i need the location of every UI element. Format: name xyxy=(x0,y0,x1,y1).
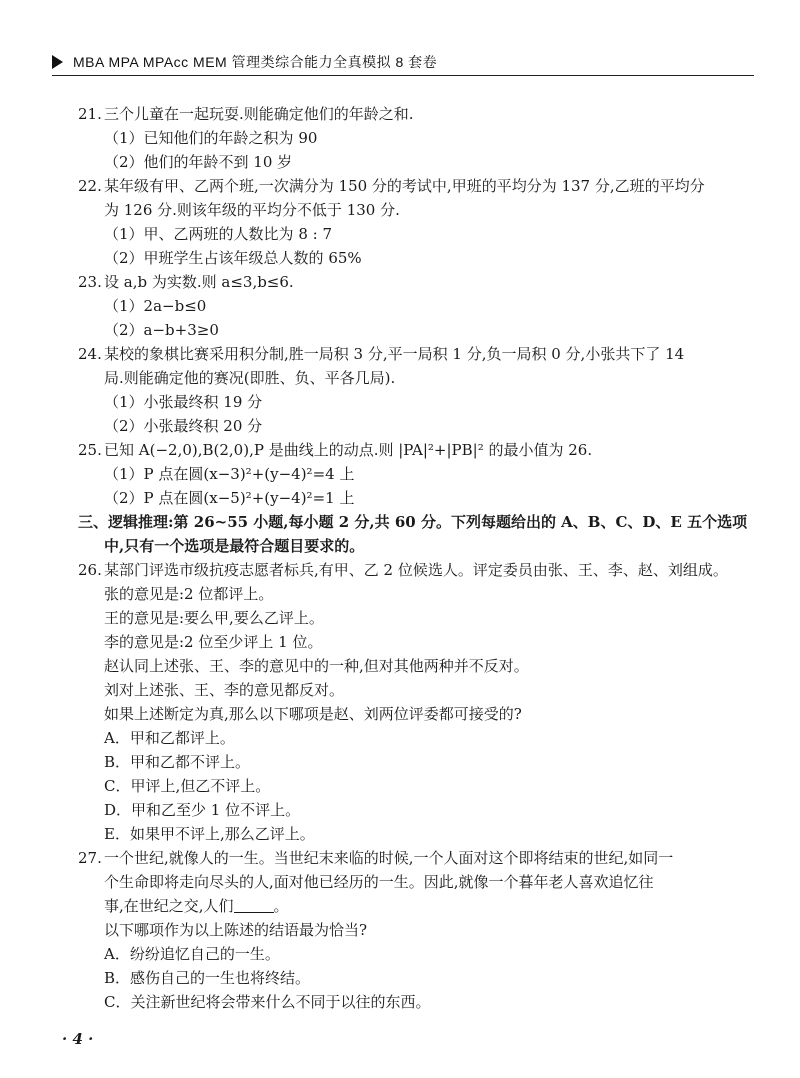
q26-question: 如果上述断定为真,那么以下哪项是赵、刘两位评委都可接受的? xyxy=(104,705,522,723)
q21-stem: 21. 三个儿童在一起玩耍.则能确定他们的年龄之和. xyxy=(78,105,414,123)
answer-blank xyxy=(234,898,274,913)
q22-stem-1: 22. 某年级有甲、乙两个班,一次满分为 150 分的考试中,甲班的平均分为 137 分,乙班的平均分 xyxy=(78,177,705,195)
q27-stem-3: 事,在世纪之交,人们 。 xyxy=(104,897,289,915)
q26-option-b: B．甲和乙都不评上。 xyxy=(104,753,251,771)
q27-question: 以下哪项作为以上陈述的结语最为恰当? xyxy=(104,921,368,939)
q21-condition-1: （1）已知他们的年龄之积为 90 xyxy=(104,129,318,147)
q24-condition-1: （1）小张最终积 19 分 xyxy=(104,393,263,411)
q22-condition-1: （1）甲、乙两班的人数比为 8 : 7 xyxy=(104,225,332,243)
q27-option-b: B．感伤自己的一生也将终结。 xyxy=(104,969,311,987)
section-heading-line-2: 中,只有一个选项是最符合题目要求的。 xyxy=(104,537,365,555)
q26-option-e: E．如果甲不评上,那么乙评上。 xyxy=(104,825,315,843)
q26-premise-1: 张的意见是:2 位都评上。 xyxy=(104,585,274,603)
q24-condition-2: （2）小张最终积 20 分 xyxy=(104,417,263,435)
q26-premise-2: 王的意见是:要么甲,要么乙评上。 xyxy=(104,609,324,627)
q23-stem: 23. 设 a,b 为实数.则 a≤3,b≤6. xyxy=(78,273,294,291)
q23-condition-1: （1）2a−b≤0 xyxy=(104,297,207,315)
q26-premise-4: 赵认同上述张、王、李的意见中的一种,但对其他两种并不反对。 xyxy=(104,657,529,675)
q27-option-a: A．纷纷追忆自己的一生。 xyxy=(104,945,280,963)
q26-option-d: D．甲和乙至少 1 位不评上。 xyxy=(104,801,301,819)
q25-condition-1: （1）P 点在圆(x−3)²+(y−4)²=4 上 xyxy=(104,465,355,483)
q26-premise-3: 李的意见是:2 位至少评上 1 位。 xyxy=(104,633,323,651)
q27-stem-2: 个生命即将走向尽头的人,面对他已经历的一生。因此,就像一个暮年老人喜欢追忆往 xyxy=(104,873,654,891)
page-number: · 4 · xyxy=(62,1030,94,1048)
q23-condition-2: （2）a−b+3≥0 xyxy=(104,321,219,339)
q26-premise-5: 刘对上述张、王、李的意见都反对。 xyxy=(104,681,345,699)
q22-condition-2: （2）甲班学生占该年级总人数的 65% xyxy=(104,249,362,267)
header-title: MBA MPA MPAcc MEM 管理类综合能力全真模拟 8 套卷 xyxy=(73,54,438,70)
q25-stem: 25. 已知 A(−2,0),B(2,0),P 是曲线上的动点.则 |PA|²+|PB|² 的最小值为 26. xyxy=(78,441,593,459)
q21-condition-2: （2）他们的年龄不到 10 岁 xyxy=(104,153,293,171)
q26-option-a: A．甲和乙都评上。 xyxy=(104,729,235,747)
q26-stem: 26. 某部门评选市级抗疫志愿者标兵,有甲、乙 2 位候选人。评定委员由张、王、李、赵、刘组成。 xyxy=(78,561,728,579)
q24-stem-1: 24. 某校的象棋比赛采用积分制,胜一局积 3 分,平一局积 1 分,负一局积 0 分,小张共下了 14 xyxy=(78,345,685,363)
q24-stem-2: 局.则能确定他的赛况(即胜、负、平各几局). xyxy=(104,369,396,387)
section-heading-line-1: 三、逻辑推理:第 26~55 小题,每小题 2 分,共 60 分。下列每题给出的 A、B、C、D、E 五个选项 xyxy=(78,513,748,531)
q22-stem-2: 为 126 分.则该年级的平均分不低于 130 分. xyxy=(104,201,400,219)
q26-option-c: C．甲评上,但乙不评上。 xyxy=(104,777,271,795)
q25-condition-2: （2）P 点在圆(x−5)²+(y−4)²=1 上 xyxy=(104,489,355,507)
q27-option-c: C．关注新世纪将会带来什么不同于以往的东西。 xyxy=(104,993,431,1011)
q27-stem-1: 27. 一个世纪,就像人的一生。当世纪末来临的时候,一个人面对这个即将结束的世纪,如同一 xyxy=(78,849,674,867)
